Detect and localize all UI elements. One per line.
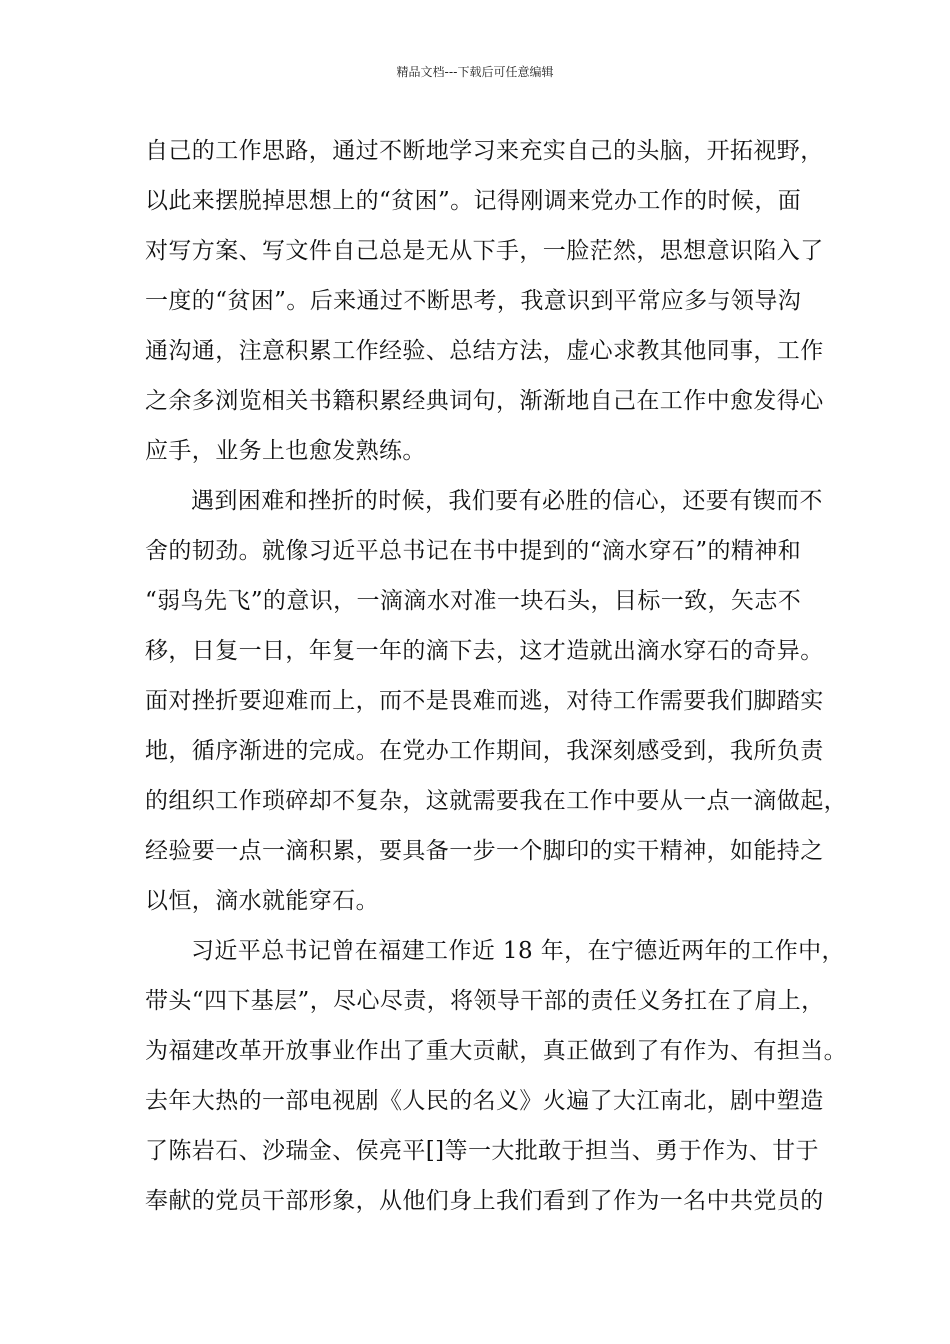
text-line: 了陈岩石、沙瑞金、侯亮平[]等一大批敢于担当、勇于作为、甘于	[145, 1138, 819, 1164]
text-line: 面对挫折要迎难而上，而不是畏难而逃，对待工作需要我们脚踏实	[145, 688, 824, 714]
paragraph-start-line: 习近平总书记曾在福建工作近 18 年，在宁德近两年的工作中，	[191, 938, 845, 964]
text-line: 自己的工作思路，通过不断地学习来充实自己的头脑，开拓视野，	[145, 138, 824, 164]
paragraph-start-line: 遇到困难和挫折的时候，我们要有必胜的信心，还要有锲而不	[191, 488, 823, 514]
text-line: 地，循序渐进的完成。在党办工作期间，我深刻感受到，我所负责	[145, 738, 824, 764]
text-line: 带头“四下基层”，尽心尽责，将领导干部的责任义务扛在了肩上，	[145, 988, 825, 1014]
text-line: 经验要一点一滴积累，要具备一步一个脚印的实干精神，如能持之	[145, 838, 824, 864]
text-line: 通沟通，注意积累工作经验、总结方法，虚心求教其他同事，工作	[145, 338, 824, 364]
text-line: 一度的“贫困”。后来通过不断思考，我意识到平常应多与领导沟	[145, 288, 802, 314]
page-header: 精品文档---下载后可任意编辑	[396, 65, 554, 79]
text-line: 以恒，滴水就能穿石。	[145, 888, 379, 914]
text-line: 移，日复一日，年复一年的滴下去，这才造就出滴水穿石的奇异。	[145, 638, 824, 664]
text-line: 去年大热的一部电视剧《人民的名义》火遍了大江南北，剧中塑造	[145, 1088, 824, 1114]
text-line: 的组织工作琐碎却不复杂，这就需要我在工作中要从一点一滴做起，	[145, 788, 847, 814]
text-line: 之余多浏览相关书籍积累经典词句，渐渐地自己在工作中愈发得心	[145, 388, 824, 414]
document-body	[145, 126, 845, 1226]
text-line: 舍的韧劲。就像习近平总书记在书中提到的“滴水穿石”的精神和	[145, 538, 802, 564]
text-line: 以此来摆脱掉思想上的“贫困”。记得刚调来党办工作的时候，面	[145, 188, 802, 214]
text-line: “弱鸟先飞”的意识，一滴滴水对准一块石头，目标一致，矢志不	[145, 588, 802, 614]
text-line: 奉献的党员干部形象，从他们身上我们看到了作为一名中共党员的	[145, 1188, 824, 1214]
text-line: 为福建改革开放事业作出了重大贡献，真正做到了有作为、有担当。	[145, 1038, 847, 1064]
text-line: 应手，业务上也愈发熟练。	[145, 438, 426, 464]
text-line: 对写方案、写文件自己总是无从下手，一脸茫然，思想意识陷入了	[145, 238, 824, 264]
